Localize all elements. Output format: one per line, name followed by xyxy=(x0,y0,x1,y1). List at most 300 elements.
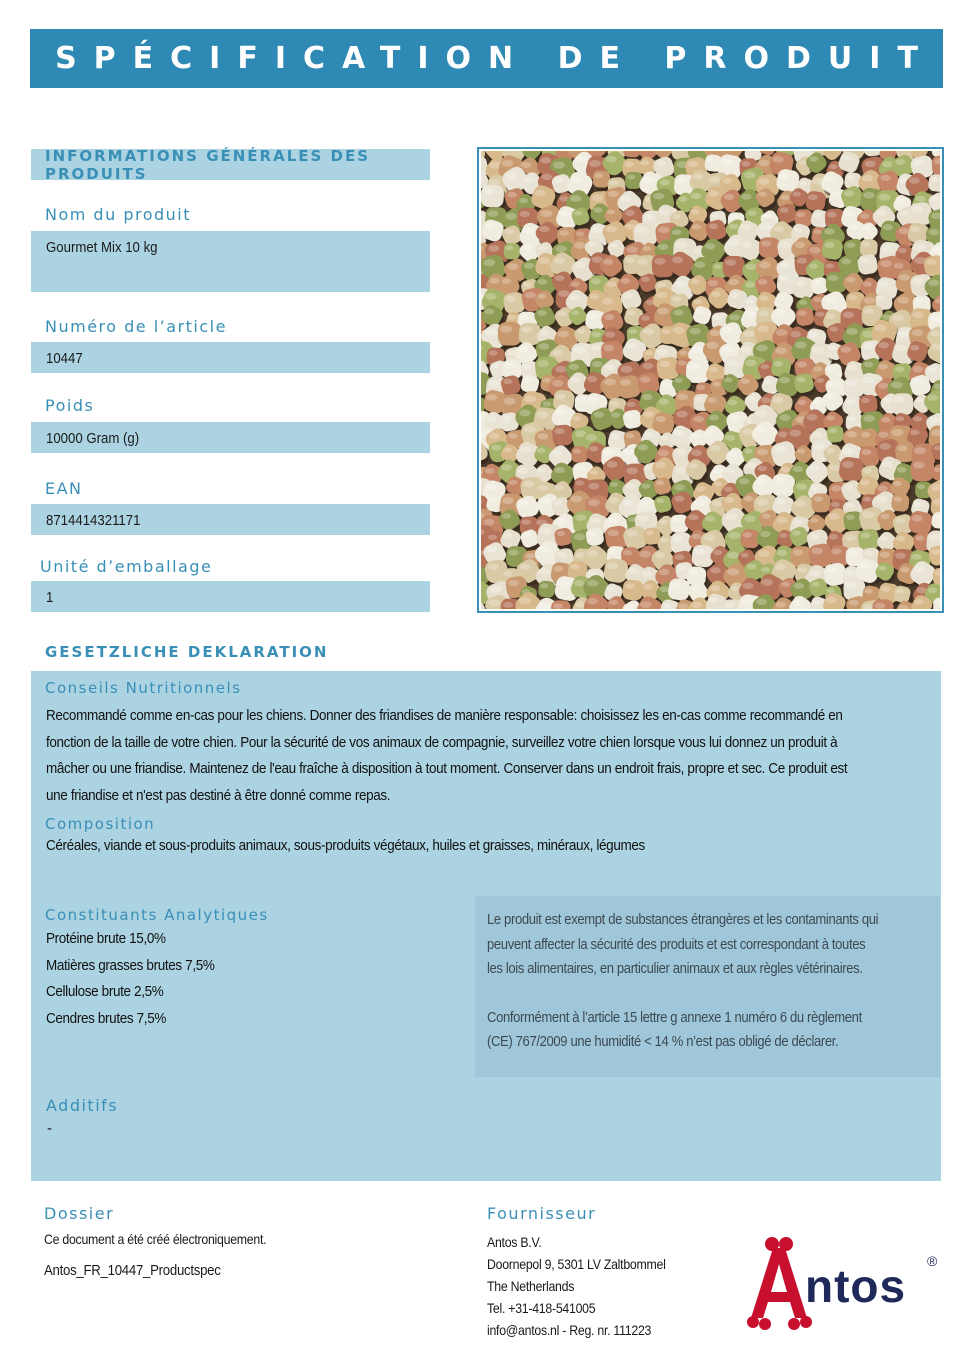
kibble-highlight xyxy=(864,589,872,594)
kibble-piece xyxy=(593,170,610,187)
kibble-highlight xyxy=(607,517,618,524)
kibble-highlight xyxy=(624,161,633,167)
kibble-highlight xyxy=(486,416,496,422)
legal-line: (CE) 767/2009 une humidité < 14 % n’est pas obligé de déclarer. xyxy=(487,1034,839,1050)
kibble-highlight xyxy=(761,579,773,586)
kibble-highlight xyxy=(758,550,770,557)
kibble-highlight xyxy=(759,262,770,269)
kibble-highlight xyxy=(609,549,618,555)
kibble-highlight xyxy=(824,228,835,234)
kibble-highlight xyxy=(846,514,855,520)
kibble-highlight xyxy=(775,347,787,354)
kibble-highlight xyxy=(916,398,924,403)
kibble-highlight xyxy=(828,381,838,387)
kibble-highlight xyxy=(555,409,566,416)
kibble-highlight xyxy=(491,445,501,451)
kibble-highlight xyxy=(809,247,820,254)
kibble-highlight xyxy=(859,563,870,570)
kibble-highlight xyxy=(588,531,597,536)
kibble-highlight xyxy=(761,364,770,369)
kibble-highlight xyxy=(540,583,548,588)
kibble-highlight xyxy=(827,588,835,593)
kibble-highlight xyxy=(824,242,834,248)
general-info-heading: INFORMATIONS GÉNÉRALES DES PRODUITS xyxy=(31,149,430,180)
kibble-highlight xyxy=(678,603,688,609)
kibble-highlight xyxy=(928,587,938,593)
kibble-highlight xyxy=(860,532,870,538)
kibble-highlight xyxy=(776,602,786,608)
kibble-highlight xyxy=(672,517,681,522)
kibble-highlight xyxy=(523,227,534,234)
kibble-highlight xyxy=(846,242,856,248)
kibble-highlight xyxy=(485,223,495,229)
kibble-highlight xyxy=(758,311,768,317)
kibble-highlight xyxy=(595,173,604,178)
kibble-highlight xyxy=(705,243,716,249)
kibble-highlight xyxy=(642,571,652,577)
kibble-highlight xyxy=(879,194,891,201)
kibble-highlight xyxy=(841,155,851,161)
kibble-highlight xyxy=(486,394,497,401)
kibble-highlight xyxy=(540,528,552,535)
kibble-highlight xyxy=(825,394,834,400)
dossier-filename xyxy=(44,1262,245,1279)
kibble-highlight xyxy=(659,209,670,215)
kibble-highlight xyxy=(878,383,888,389)
kibble-highlight xyxy=(485,329,497,336)
analytic-item: Cendres brutes 7,5% xyxy=(46,1009,166,1027)
kibble-highlight xyxy=(795,342,807,349)
kibble-highlight xyxy=(930,177,938,182)
kibble-highlight xyxy=(913,502,922,507)
kibble-highlight xyxy=(659,586,669,592)
kibble-highlight xyxy=(730,215,738,220)
kibble-highlight xyxy=(741,241,752,247)
kibble-highlight xyxy=(913,461,925,468)
kibble-highlight xyxy=(781,582,790,587)
kibble-highlight xyxy=(928,280,939,287)
kibble-highlight xyxy=(775,499,785,505)
kibble-highlight xyxy=(588,313,598,319)
kibble-highlight xyxy=(747,564,756,570)
kibble-piece xyxy=(759,237,780,258)
kibble-highlight xyxy=(570,564,579,570)
kibble-highlight xyxy=(860,258,870,264)
kibble-highlight xyxy=(912,515,923,522)
kibble-highlight xyxy=(485,293,496,300)
kibble-highlight xyxy=(864,297,876,304)
kibble-highlight xyxy=(502,416,511,421)
kibble-highlight xyxy=(774,477,785,484)
kibble-highlight xyxy=(773,361,782,367)
kibble-highlight xyxy=(503,602,513,608)
kibble-highlight xyxy=(502,278,511,284)
kibble-highlight xyxy=(489,278,499,284)
weight-label: Poids xyxy=(45,396,95,415)
kibble-highlight xyxy=(864,308,874,314)
kibble-highlight xyxy=(828,513,839,520)
kibble-highlight xyxy=(741,161,750,166)
kibble-highlight xyxy=(626,483,636,489)
kibble-highlight xyxy=(624,293,633,299)
kibble-highlight xyxy=(577,397,586,402)
kibble-highlight xyxy=(724,487,733,492)
kibble-highlight xyxy=(676,178,686,184)
kibble-highlight xyxy=(846,381,856,387)
kibble-highlight xyxy=(622,499,634,506)
kibble-highlight xyxy=(656,462,667,468)
kibble-highlight xyxy=(640,376,650,382)
kibble-highlight xyxy=(523,282,532,287)
kibble-highlight xyxy=(755,410,767,417)
kibble-highlight xyxy=(571,495,583,502)
kibble-highlight xyxy=(723,327,734,333)
kibble-highlight xyxy=(658,450,669,457)
kibble-highlight xyxy=(521,326,532,333)
kibble-highlight xyxy=(878,486,888,492)
kibble-highlight xyxy=(554,467,565,473)
kibble-highlight xyxy=(878,432,889,438)
kibble-highlight xyxy=(841,258,851,264)
kibble-highlight xyxy=(659,519,668,524)
kibble-highlight xyxy=(587,598,598,604)
kibble-highlight xyxy=(897,445,907,451)
kibble-highlight xyxy=(573,347,585,354)
kibble-highlight xyxy=(847,365,857,371)
kibble-highlight xyxy=(915,196,926,203)
kibble-highlight xyxy=(656,292,667,299)
kibble-highlight xyxy=(586,434,597,441)
kibble-highlight xyxy=(899,228,910,235)
kibble-highlight xyxy=(756,345,768,352)
kibble-highlight xyxy=(571,377,581,383)
kibble-highlight xyxy=(673,430,684,436)
kibble-highlight xyxy=(589,160,601,167)
kibble-highlight xyxy=(695,309,703,314)
kibble-highlight xyxy=(553,162,565,169)
kibble-highlight xyxy=(643,363,654,369)
kibble-highlight xyxy=(556,393,566,399)
kibble-highlight xyxy=(674,484,685,490)
kibble-highlight xyxy=(644,214,654,220)
kibble-highlight xyxy=(846,328,858,335)
kibble-highlight xyxy=(846,503,855,508)
kibble-highlight xyxy=(756,599,767,605)
kibble-highlight xyxy=(509,433,518,438)
supplier-line: Antos B.V. xyxy=(487,1234,542,1250)
kibble-highlight xyxy=(621,195,632,201)
kibble-highlight xyxy=(880,514,889,520)
kibble-highlight xyxy=(792,600,802,606)
kibble-highlight xyxy=(725,602,734,608)
kibble-highlight xyxy=(489,433,499,439)
kibble-highlight xyxy=(811,486,820,491)
kibble-highlight xyxy=(798,311,807,316)
kibble-highlight xyxy=(576,156,587,162)
kibble-highlight xyxy=(861,449,871,455)
kibble-highlight xyxy=(874,324,886,331)
kibble-highlight xyxy=(678,360,687,365)
kibble-highlight xyxy=(708,190,719,196)
kibble-highlight xyxy=(518,346,528,352)
product-name-field xyxy=(31,231,430,292)
kibble-highlight xyxy=(757,325,768,332)
kibble-highlight xyxy=(637,515,648,522)
kibble-highlight xyxy=(659,569,670,575)
analytic-item: Matières grasses brutes 7,5% xyxy=(46,956,215,974)
kibble-highlight xyxy=(779,533,787,538)
kibble-highlight xyxy=(863,281,872,286)
kibble-highlight xyxy=(878,342,888,348)
kibble-highlight xyxy=(674,496,684,502)
kibble-highlight xyxy=(913,278,924,284)
kibble-highlight xyxy=(643,328,654,335)
kibble-highlight xyxy=(725,468,735,474)
kibble-highlight xyxy=(897,467,907,473)
kibble-highlight xyxy=(660,180,670,186)
kibble-highlight xyxy=(675,554,685,560)
kibble-highlight xyxy=(574,533,586,540)
kibble-highlight xyxy=(876,496,888,503)
kibble-highlight xyxy=(575,481,583,486)
kibble-highlight xyxy=(793,227,802,232)
kibble-highlight xyxy=(524,426,536,433)
kibble-highlight xyxy=(881,417,890,423)
composition-label: Composition xyxy=(45,815,156,833)
kibble-highlight xyxy=(502,513,511,519)
kibble-highlight xyxy=(488,210,499,216)
kibble-highlight xyxy=(759,160,770,167)
supplier-line: Tel. +31-418-541005 xyxy=(487,1300,596,1316)
kibble-highlight xyxy=(757,449,768,456)
kibble-highlight xyxy=(747,396,756,401)
kibble-highlight xyxy=(714,481,722,486)
kibble-highlight xyxy=(621,366,633,373)
kibble-highlight xyxy=(913,379,923,385)
kibble-highlight xyxy=(555,245,566,252)
product-name-label: Nom du produit xyxy=(45,205,191,224)
kibble-highlight xyxy=(707,342,719,349)
kibble-highlight xyxy=(796,483,807,490)
kibble-highlight xyxy=(813,400,821,405)
kibble-highlight xyxy=(594,412,604,418)
kibble-highlight xyxy=(744,449,752,454)
kibble-piece xyxy=(481,184,504,208)
kibble-highlight xyxy=(504,571,513,576)
kibble-highlight xyxy=(764,379,773,384)
kibble-highlight xyxy=(845,399,855,405)
kibble-highlight xyxy=(807,414,818,421)
kibble-highlight xyxy=(826,448,835,453)
kibble-highlight xyxy=(863,497,871,502)
kibble-highlight xyxy=(709,415,719,421)
kibble-highlight xyxy=(641,277,649,282)
kibble-highlight xyxy=(679,196,688,201)
kibble-highlight xyxy=(710,445,720,451)
kibble-highlight xyxy=(525,553,535,559)
kibble-highlight xyxy=(814,443,825,450)
kibble-highlight xyxy=(645,351,653,356)
kibble-highlight xyxy=(756,479,767,485)
kibble-highlight xyxy=(877,296,885,301)
kibble-highlight xyxy=(892,314,903,321)
kibble-highlight xyxy=(676,411,687,418)
kibble-highlight xyxy=(505,246,513,251)
kibble-highlight xyxy=(558,311,567,316)
kibble-highlight xyxy=(689,463,698,469)
kibble-highlight xyxy=(574,211,582,216)
kibble-highlight xyxy=(610,482,618,487)
kibble-highlight xyxy=(523,364,532,369)
kibble-highlight xyxy=(641,315,650,320)
kibble-highlight xyxy=(559,210,569,216)
kibble-piece xyxy=(859,394,878,413)
kibble-highlight xyxy=(655,416,665,422)
kibble-highlight xyxy=(571,310,579,315)
kibble-highlight xyxy=(508,549,518,555)
analytic-item: Cellulose brute 2,5% xyxy=(46,983,164,1000)
kibble-highlight xyxy=(831,548,841,554)
kibble-texture xyxy=(481,151,940,609)
kibble-highlight xyxy=(554,428,564,434)
kibble-highlight xyxy=(502,497,514,504)
kibble-highlight xyxy=(799,181,807,186)
kibble-highlight xyxy=(880,536,889,541)
kibble-highlight xyxy=(881,586,891,592)
kibble-highlight xyxy=(705,429,715,435)
kibble-highlight xyxy=(846,431,857,438)
kibble-highlight xyxy=(693,174,703,180)
kibble-highlight xyxy=(914,566,925,573)
kibble-highlight xyxy=(610,243,618,248)
kibble-highlight xyxy=(688,363,700,370)
kibble-highlight xyxy=(611,412,620,417)
kibble-highlight xyxy=(880,552,890,558)
kibble-highlight xyxy=(537,448,545,453)
kibble-highlight xyxy=(538,294,547,299)
kibble-highlight xyxy=(540,157,551,164)
kibble-highlight xyxy=(863,377,874,384)
kibble-highlight xyxy=(520,211,530,217)
legal-line: peuvent affecter la sécurité des produits et est correspondant à toutes xyxy=(487,936,866,953)
kibble-highlight xyxy=(610,180,619,185)
kibble-highlight xyxy=(809,570,820,577)
kibble-highlight xyxy=(662,382,671,387)
kibble-highlight xyxy=(506,296,516,302)
kibble-highlight xyxy=(891,381,903,388)
legal-paragraph-1 xyxy=(487,908,940,982)
kibble-highlight xyxy=(694,500,705,506)
kibble-highlight xyxy=(758,279,768,285)
kibble-highlight xyxy=(676,242,687,249)
kibble-highlight xyxy=(625,413,634,418)
kibble-highlight xyxy=(625,210,635,216)
supplier-label: Fournisseur xyxy=(487,1204,597,1223)
kibble-highlight xyxy=(882,161,893,167)
kibble-highlight xyxy=(780,207,789,212)
kibble-highlight xyxy=(774,226,785,232)
kibble-highlight xyxy=(710,585,720,591)
kibble-highlight xyxy=(891,429,903,436)
kibble-highlight xyxy=(879,443,890,450)
kibble-highlight xyxy=(658,226,669,233)
kibble-highlight xyxy=(627,174,635,179)
kibble-highlight xyxy=(488,599,499,606)
kibble-highlight xyxy=(848,550,858,556)
kibble-highlight xyxy=(895,159,905,165)
kibble-highlight xyxy=(485,468,495,474)
legal-notice-box xyxy=(475,896,940,1077)
kibble-highlight xyxy=(780,194,790,200)
kibble-highlight xyxy=(808,194,818,200)
kibble-highlight xyxy=(748,210,757,215)
kibble-highlight xyxy=(914,447,926,454)
kibble-highlight xyxy=(862,175,873,182)
kibble-highlight xyxy=(610,433,619,439)
kibble-highlight xyxy=(746,263,757,270)
kibble-highlight xyxy=(704,534,716,541)
kibble-highlight xyxy=(761,397,771,403)
kibble-highlight xyxy=(655,552,665,558)
kibble-highlight xyxy=(741,194,751,200)
kibble-highlight xyxy=(524,395,536,402)
kibble-highlight xyxy=(553,603,563,609)
kibble-highlight xyxy=(914,159,925,166)
kibble-highlight xyxy=(488,245,499,252)
kibble-highlight xyxy=(708,280,718,286)
kibble-highlight xyxy=(895,366,904,372)
kibble-highlight xyxy=(504,398,516,405)
kibble-highlight xyxy=(725,497,735,503)
kibble-highlight xyxy=(607,210,615,215)
kibble-highlight xyxy=(714,264,722,269)
registered-mark: ® xyxy=(927,1253,938,1269)
kibble-highlight xyxy=(709,176,720,183)
kibble-highlight xyxy=(793,549,804,555)
kibble-highlight xyxy=(636,226,648,233)
kibble-highlight xyxy=(862,511,874,518)
kibble-highlight xyxy=(842,461,854,468)
kibble-highlight xyxy=(729,314,740,320)
kibble-highlight xyxy=(709,367,718,372)
kibble-highlight xyxy=(589,446,598,452)
kibble-highlight xyxy=(644,432,653,437)
kibble-highlight xyxy=(777,550,788,556)
kibble-highlight xyxy=(537,411,549,418)
kibble-highlight xyxy=(627,246,638,253)
kibble-highlight xyxy=(502,160,514,167)
kibble-highlight xyxy=(522,519,531,525)
kibble-highlight xyxy=(712,382,720,387)
kibble-highlight xyxy=(795,500,806,507)
kibble-highlight xyxy=(688,161,698,167)
kibble-highlight xyxy=(799,160,807,165)
kibble-highlight xyxy=(894,397,905,403)
kibble-highlight xyxy=(605,364,616,371)
kibble-highlight xyxy=(779,414,790,421)
kibble-highlight xyxy=(824,176,834,182)
kibble-highlight xyxy=(912,312,923,319)
kibble-highlight xyxy=(484,519,495,526)
kibble-highlight xyxy=(573,416,581,421)
dossier-filename-text: Antos_FR_10447_Productspec xyxy=(44,1262,221,1279)
kibble-highlight xyxy=(728,239,739,246)
kibble-highlight xyxy=(507,350,515,355)
kibble-highlight xyxy=(623,550,632,555)
kibble-highlight xyxy=(880,175,890,181)
packaging-unit-label: Unité d’emballage xyxy=(40,557,213,576)
kibble-highlight xyxy=(607,281,617,287)
